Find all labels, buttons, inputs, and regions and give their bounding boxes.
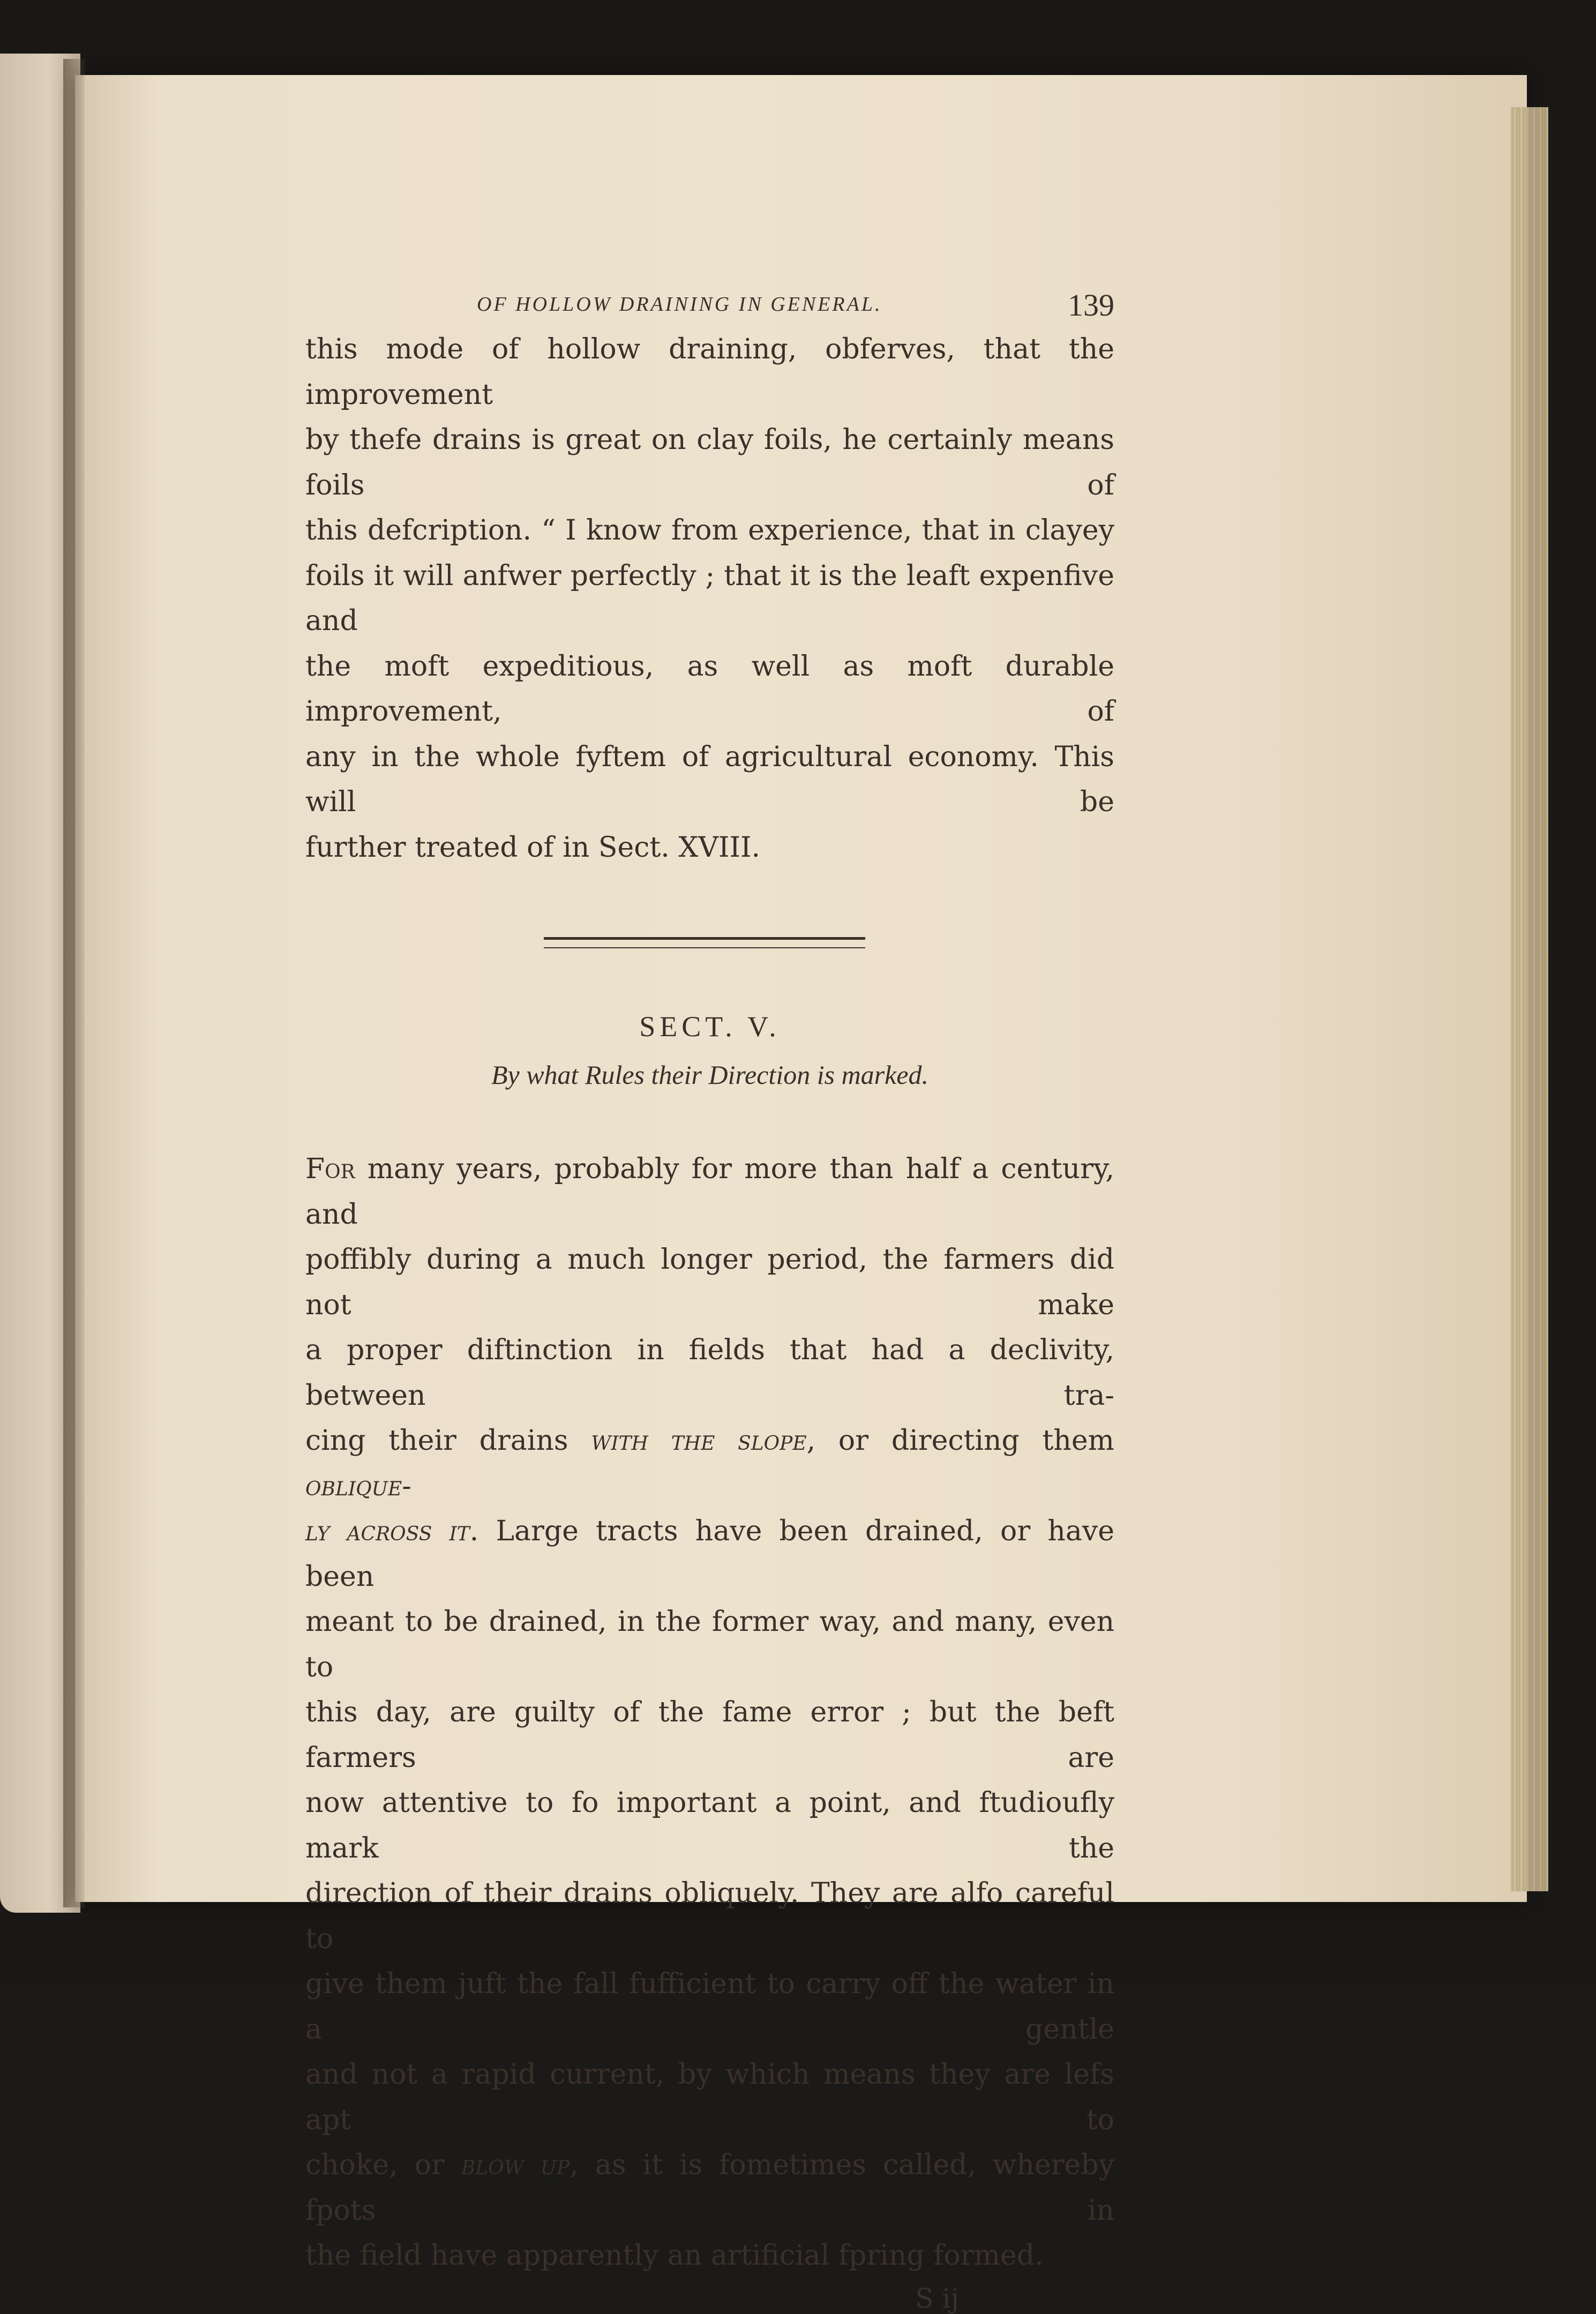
text-run: cing their drains (305, 1425, 591, 1457)
text-line (305, 2143, 1114, 2233)
text-line (305, 1509, 1114, 1599)
section-heading: SECT. V. (639, 1010, 781, 1043)
text-run: , as it is fometimes called, whereby fpots in (305, 2149, 1114, 2227)
text-line: now attentive to fo important a point, and ftudioufly mark the (305, 1787, 1114, 1864)
text-line (305, 1418, 1114, 1509)
page-content (305, 289, 1114, 2314)
page-number: 139 (1068, 288, 1114, 323)
emphasis-text: with the slope (591, 1425, 807, 1457)
emphasis-text: oblique- (305, 1470, 411, 1502)
section-divider-rule (544, 937, 865, 948)
section-paragraph (305, 1147, 1114, 2279)
text-line: this day, are guilty of the fame error ; but the beft farmers are (305, 1696, 1114, 1774)
text-line: further treated of in Sect. XVIII. (305, 831, 761, 864)
signature-mark: S ij (915, 2282, 959, 2314)
text-line: by thefe drains is great on clay foils, he certainly means foils of (305, 424, 1114, 501)
text-line: this defcription. “ I know from experience, that in clayey (305, 514, 1114, 546)
emphasis-text: blow up (461, 2149, 570, 2181)
text-line: foils it will anfwer perfectly ; that it is the leaft expenfive and (305, 559, 1114, 637)
page-edges (1511, 107, 1548, 1891)
text-line: give them juft the fall fufficient to carry off the water in a gentle (305, 1968, 1114, 2046)
text-line: meant to be drained, in the former way, and many, even to (305, 1606, 1114, 1683)
paragraph-continued (305, 327, 1114, 870)
text-line: a proper diftinction in fields that had a declivity, between tra- (305, 1334, 1114, 1412)
text-line: poffibly during a much longer period, the farmers did not make (305, 1244, 1114, 1321)
running-head (305, 289, 1114, 327)
text-line: the field have apparently an artificial fpring formed. (305, 2240, 1044, 2272)
text-line: the moft expeditious, as well as moft durable improvement, of (305, 650, 1114, 728)
text-run: many years, probably for more than half a century, and (305, 1153, 1114, 1231)
text-line: this mode of hollow draining, obferves, that the improvement (305, 333, 1114, 411)
text-line: any in the whole fyftem of agricultural economy. This will be (305, 740, 1114, 818)
emphasis-text: ly across it (305, 1515, 470, 1547)
text-run: choke, or (305, 2149, 461, 2181)
text-run: . Large tracts have been drained, or have been (305, 1515, 1114, 1593)
running-title: OF HOLLOW DRAINING IN GENERAL. (477, 293, 882, 316)
text-line (305, 1147, 1114, 1237)
book-gutter (63, 59, 85, 1907)
section-subtitle: By what Rules their Direction is marked. (491, 1060, 929, 1090)
text-line: and not a rapid current, by which means they are lefs apt to (305, 2058, 1114, 2136)
text-line: direction of their drains obliquely. They are alfo careful to (305, 1877, 1114, 1955)
drop-cap-word: For (305, 1153, 355, 1185)
text-run: , or directing them (806, 1425, 1114, 1457)
